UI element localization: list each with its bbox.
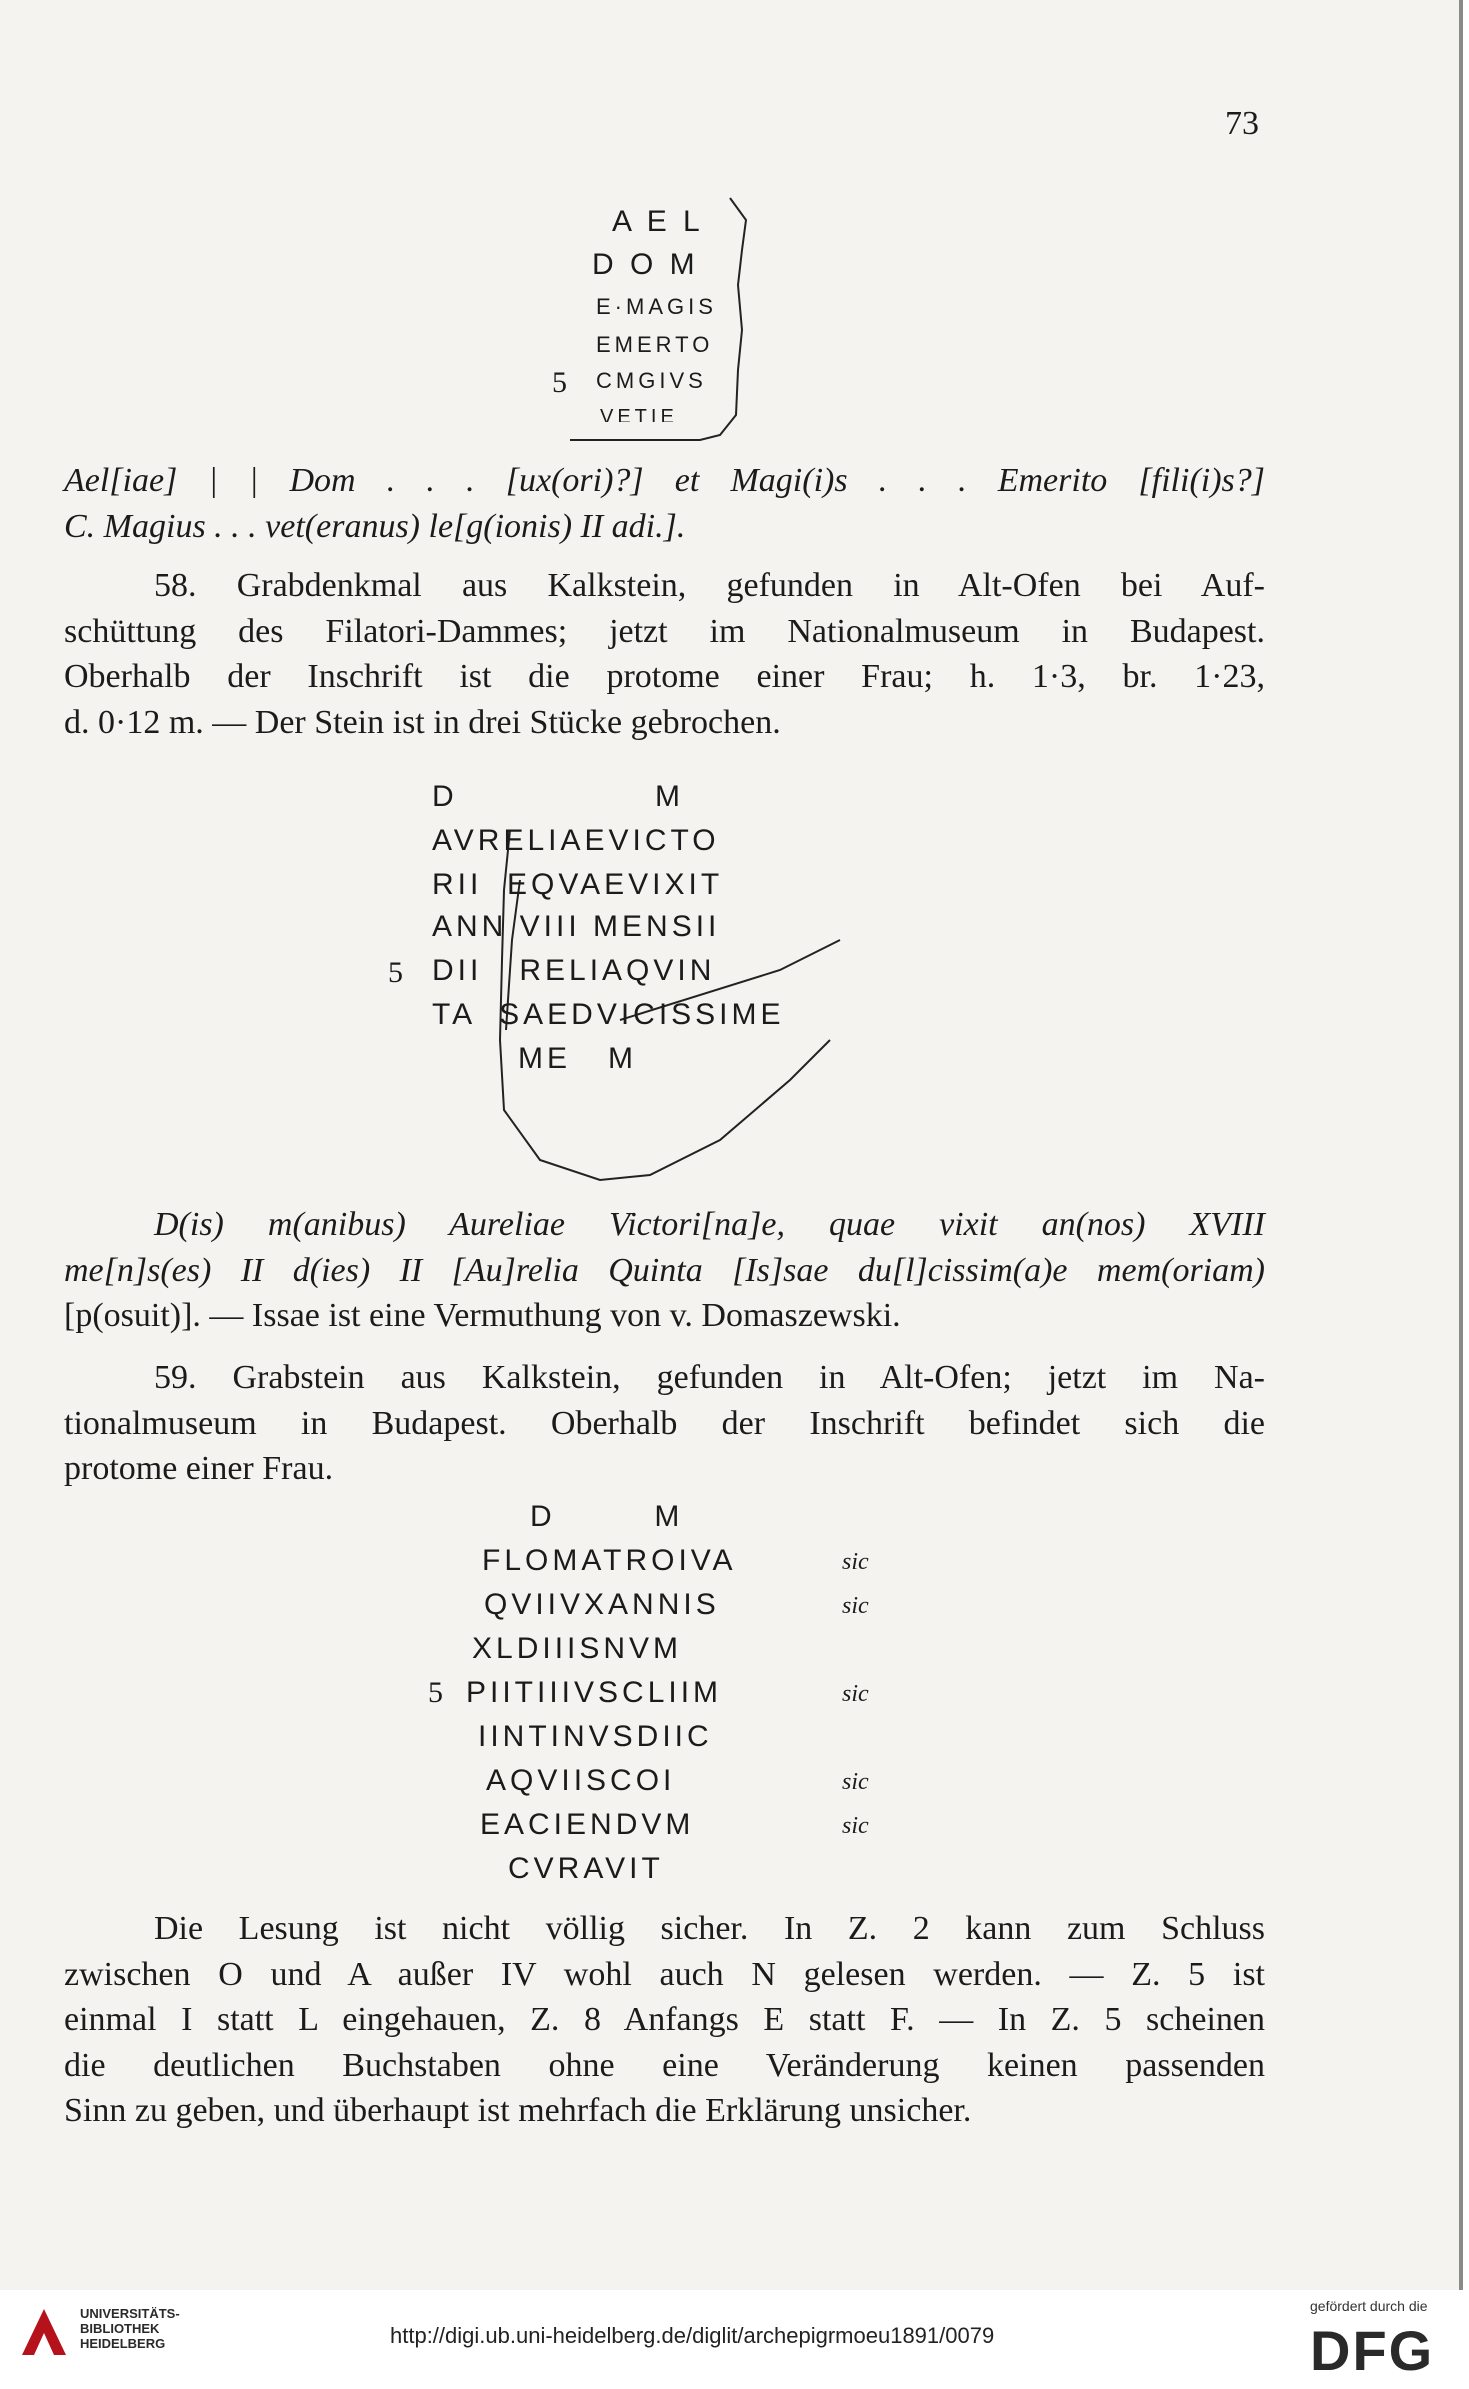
inscription1-line3: E·MAGIS [596, 294, 717, 319]
paragraph-item-59 [64, 1355, 1265, 1492]
sic-note: sic [842, 1593, 869, 1619]
text-line: D(is) m(anibus) Aureliae Victori[na]e, quae vixit an(nos) XVIII [154, 1206, 1265, 1243]
text-line: Oberhalb der Inschrift ist die protome einer Frau; h. 1·3, br. 1·23, [64, 658, 1265, 696]
inscription3-line5: PIITIIIVSCLIIM [466, 1676, 723, 1709]
sic-note: sic [842, 1813, 869, 1839]
funding-caption: gefördert durch die [1310, 2298, 1428, 2314]
inscription2-line7: ME M [518, 1042, 637, 1075]
inscription2-line1: D M [432, 780, 685, 813]
inscription1-line1: A E L [612, 205, 704, 238]
text-line: protome einer Frau. [64, 1450, 334, 1488]
library-name: UNIVERSITÄTS- BIBLIOTHEK HEIDELBERG [80, 2306, 180, 2351]
text-line: Sinn zu geben, und überhaupt ist mehrfach die Erklärung unsicher. [64, 2092, 972, 2130]
inscription3-line8: EACIENDVM [480, 1808, 695, 1841]
inscription3-line-number: 5 [428, 1676, 443, 1709]
source-url-link[interactable]: http://digi.ub.uni-heidelberg.de/diglit/archepigrmoeu1891/0079 [390, 2323, 995, 2348]
text-line: zwischen O und A außer IV wohl auch N gelesen werden. — Z. 5 ist [64, 1955, 1265, 1993]
paragraph-inscription2-reading [64, 1202, 1265, 1339]
text-line: me[n]s(es) II d(ies) II [Au]relia Quinta [Is]sae du[l]cissim(a)e mem(oriam) [64, 1251, 1265, 1289]
sic-note: sic [842, 1769, 869, 1795]
text-line: Ael[iae] | | Dom . . . [ux(ori)?] et Magi(i)s . . . Emerito [fili(i)s?] [64, 462, 1265, 499]
text-line: die deutlichen Buchstaben ohne eine Veränderung keinen passenden [64, 2046, 1265, 2084]
sic-note: sic [842, 1549, 869, 1575]
paragraph-inscription1-reading [64, 458, 1265, 549]
inscription3-line3: QVIIVXANNIS [484, 1588, 720, 1621]
inscription3-line7: AQVIISCOI [486, 1764, 676, 1797]
inscription2-line5: DII RELIAQVIN [432, 954, 716, 987]
inscription2-line4: ANN VIII MENSII [432, 910, 721, 943]
inscription1-line-number: 5 [552, 366, 567, 399]
page-number: 73 [1225, 105, 1259, 142]
inscription1-line4: EMERTO [596, 332, 714, 357]
paragraph-commentary [64, 1906, 1265, 2134]
inscription3-line9: CVRAVIT [508, 1852, 664, 1885]
inscription3-line1: D M [530, 1500, 684, 1533]
inscription3-line6: IINTINVSDIIC [478, 1720, 713, 1753]
inscription3-line4: XLDIIISNVM [472, 1632, 683, 1665]
text-line: 58. Grabdenkmal aus Kalkstein, gefunden in Alt-Ofen bei Auf- [154, 567, 1265, 604]
text-line: [p(osuit)]. — Issae ist eine Vermuthung von v. Domaszewski. [64, 1297, 901, 1335]
text-line: schüttung des Filatori-Dammes; jetzt im Nationalmuseum in Budapest. [64, 612, 1265, 650]
text-line: C. Magius . . . vet(eranus) le[g(ionis) II adi.]. [64, 507, 686, 545]
inscription2-line-number: 5 [388, 956, 403, 989]
text-line: 59. Grabstein aus Kalkstein, gefunden in Alt-Ofen; jetzt im Na- [154, 1359, 1265, 1396]
paragraph-item-58 [64, 563, 1265, 745]
inscription1-line2: D O M [592, 248, 699, 281]
text-line: d. 0·12 m. — Der Stein ist in drei Stücke gebrochen. [64, 703, 781, 741]
inscription2-line6: TA SAEDVICISSIME [432, 998, 785, 1031]
sic-note: sic [842, 1681, 869, 1707]
dfg-logo: DFG [1310, 2319, 1435, 2382]
text-line: Die Lesung ist nicht völlig sicher. In Z. 2 kann zum Schluss [154, 1910, 1265, 1947]
inscription3-line2: FLOMATROIVA [482, 1544, 737, 1577]
inscription2-line2: AVRELIAEVICTO [432, 824, 720, 857]
university-library-logo-icon [14, 2303, 74, 2363]
text-line: einmal I statt L eingehauen, Z. 8 Anfangs E statt F. — In Z. 5 scheinen [64, 2001, 1265, 2039]
text-line: tionalmuseum in Budapest. Oberhalb der Inschrift befindet sich die [64, 1404, 1265, 1442]
inscription1-line6: VETIE [600, 406, 678, 422]
inscription2-line3: RII EQVAEVIXIT [432, 868, 724, 901]
inscription1-line5: CMGIVS [596, 368, 707, 393]
